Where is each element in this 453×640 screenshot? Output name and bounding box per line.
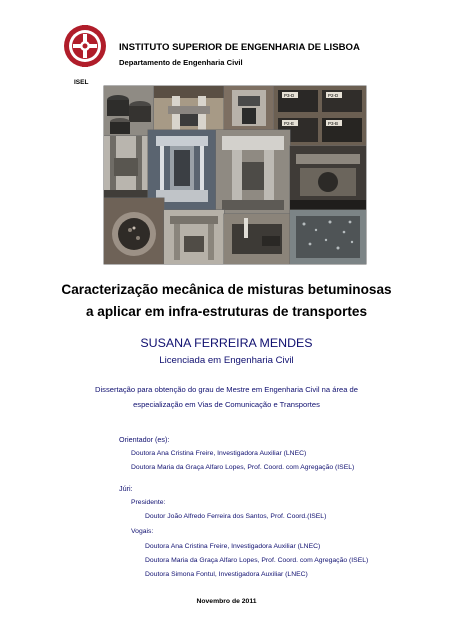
- photo-collage: [104, 86, 366, 264]
- photo-wheel-tracking: [290, 146, 366, 210]
- submission-date: Novembro de 2011: [196, 598, 257, 605]
- president-name: Doutor João Alfredo Ferreira dos Santos, Prof. Coord.(ISEL): [145, 513, 327, 520]
- jury-member: Doutora Ana Cristina Freire, Investigadora Auxiliar (LNEC): [145, 543, 321, 550]
- sample-label: P3-B: [328, 121, 339, 126]
- photo-machine-frame: [104, 136, 148, 198]
- dissertation-line-2: especialização em Vias de Comunicação e Transportes: [133, 400, 320, 409]
- logo-caption: ISEL: [74, 79, 89, 86]
- jury-label: Júri:: [119, 484, 133, 493]
- author-degree: Licenciada em Engenharia Civil: [159, 355, 294, 366]
- photo-asphalt-slab: [290, 210, 366, 264]
- department-name: Departamento de Engenharia Civil: [119, 58, 243, 67]
- sample-label: P2-E: [284, 121, 295, 126]
- title-line-2: a aplicar em infra-estruturas de transportes: [85, 304, 368, 319]
- advisor-name: Doutora Ana Cristina Freire, Investigadora Auxiliar (LNEC): [131, 450, 307, 457]
- members-label: Vogais:: [131, 528, 154, 535]
- jury-member: Doutora Maria da Graça Alfaro Lopes, Prof. Coord. com Agregação (ISEL): [145, 557, 369, 564]
- photo-core-sample: [104, 198, 164, 264]
- dissertation-statement: [40, 382, 413, 412]
- advisors-label: Orientador (es):: [119, 435, 170, 444]
- sample-label: P2-D: [328, 93, 339, 98]
- title-line-1: Caracterização mecânica de misturas betuminosas: [61, 282, 392, 297]
- institution-name: INSTITUTO SUPERIOR DE ENGENHARIA DE LISBOA: [119, 42, 360, 53]
- sample-label: P3-D: [284, 93, 295, 98]
- advisor-name: Doutora Maria da Graça Alfaro Lopes, Prof. Coord. com Agregação (ISEL): [131, 464, 355, 471]
- president-label: Presidente:: [131, 499, 166, 506]
- photo-testing-machine: [154, 86, 224, 130]
- author-name: SUSANA FERREIRA MENDES: [140, 336, 313, 350]
- photo-press: [224, 86, 274, 130]
- isel-logo: [62, 23, 108, 83]
- photo-frame-equipment: [164, 210, 224, 264]
- thesis-title: [0, 279, 453, 323]
- photo-triaxial-rig: [216, 130, 290, 214]
- photo-probe-sample: [224, 214, 290, 264]
- photo-asphalt-cylinders: [104, 86, 154, 136]
- jury-member: Doutora Simona Fontul, Investigadora Auxiliar (LNEC): [145, 571, 308, 578]
- dissertation-line-1: Dissertação para obtenção do grau de Mestre em Engenharia Civil na área de: [95, 385, 358, 394]
